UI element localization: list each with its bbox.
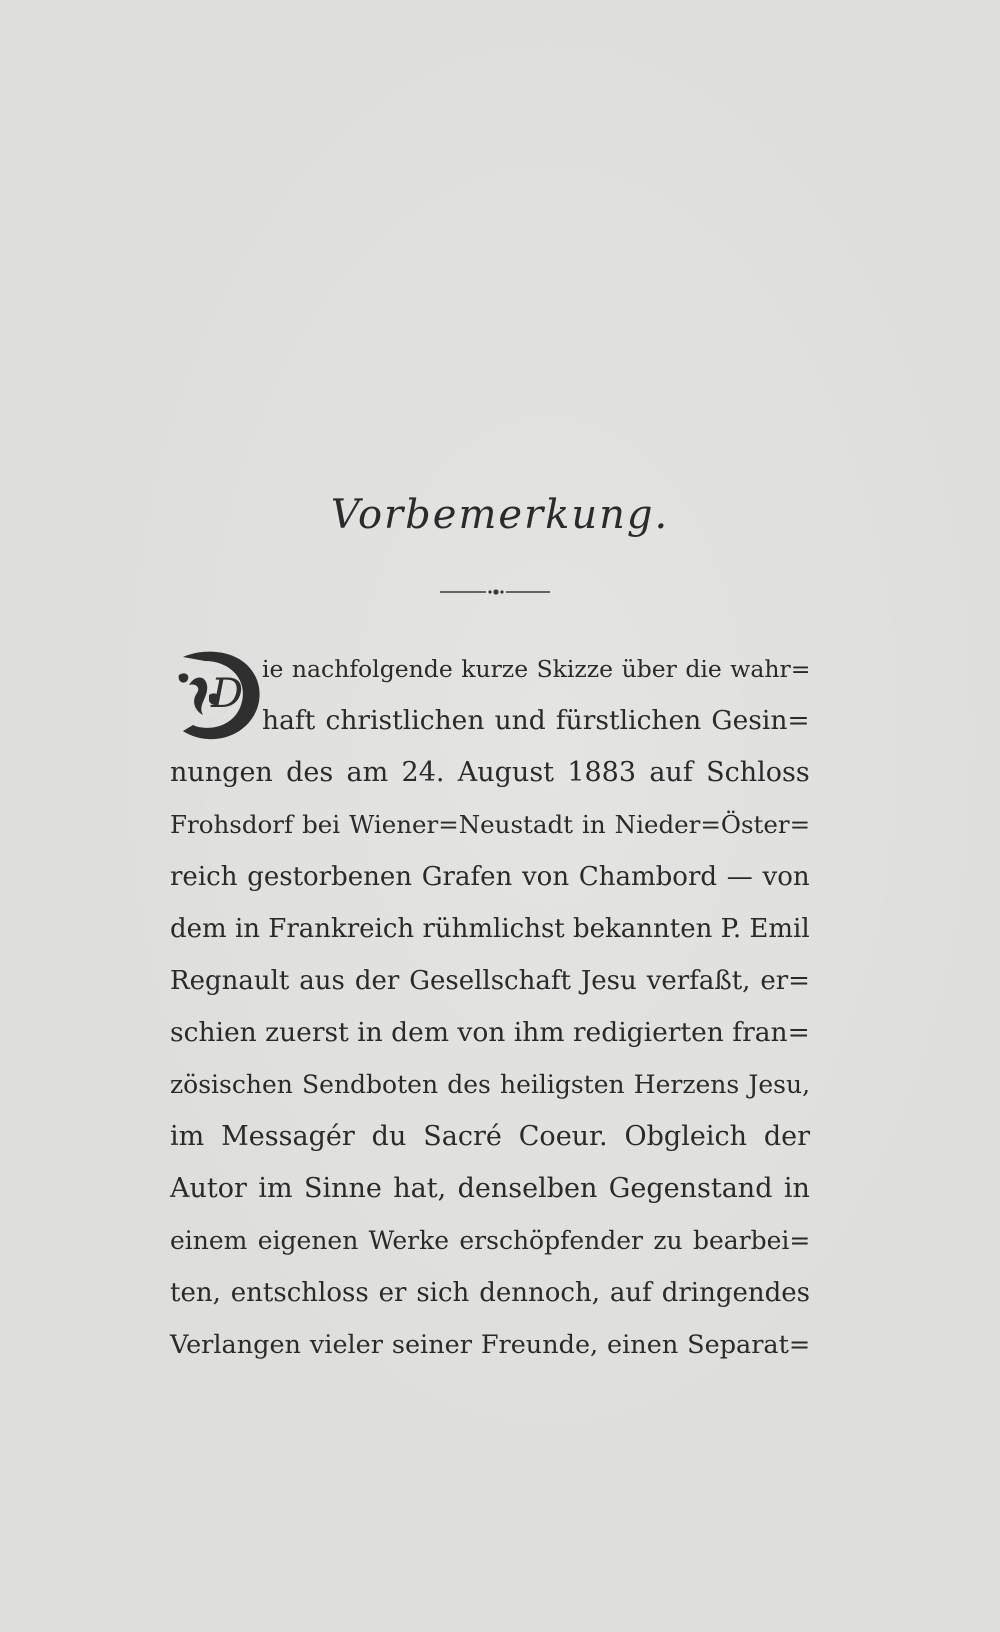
text-line <box>262 695 810 747</box>
text-line <box>170 955 810 1007</box>
text-line-content: Regnault aus der Gesellschaft Jesu verfaßt, er= <box>170 966 810 996</box>
text-line <box>170 747 810 799</box>
text-line <box>170 1007 810 1059</box>
text-line-content: ten, entschloss er sich dennoch, auf dringendes <box>170 1278 810 1308</box>
text-line <box>170 851 810 903</box>
text-line <box>170 1163 810 1215</box>
text-line-content: ie nachfolgende kurze Skizze über die wahr= <box>262 655 811 683</box>
ornament-divider <box>440 585 550 599</box>
text-line-content: nungen des am 24. August 1883 auf Schloss <box>170 757 810 788</box>
text-line <box>170 1111 810 1163</box>
text-line-content: im Messagér du Sacré Coeur. Obgleich der <box>170 1121 811 1152</box>
body-text <box>170 643 810 1371</box>
text-line <box>170 1059 810 1111</box>
text-line-content: haft christlichen und fürstlichen Gesin= <box>262 705 810 736</box>
text-line-content: Autor im Sinne hat, denselben Gegenstand in <box>170 1173 810 1204</box>
text-line <box>262 643 810 695</box>
text-line <box>170 799 810 851</box>
text-line-content: schien zuerst in dem von ihm redigierten fran= <box>170 1017 810 1048</box>
text-line-content: dem in Frankreich rühmlichst bekannten P. Emil <box>170 914 810 944</box>
text-line-content: Verlangen vieler seiner Freunde, einen Separat= <box>170 1330 811 1360</box>
text-line <box>170 1215 810 1267</box>
text-line-content: Frohsdorf bei Wiener=Neustadt in Nieder=Öster= <box>170 810 811 839</box>
text-line <box>170 1319 810 1371</box>
dropcap-letter: D <box>211 671 244 717</box>
text-line <box>170 1267 810 1319</box>
page-title: Vorbemerkung. <box>330 492 670 538</box>
text-line <box>170 903 810 955</box>
text-line-content: zösischen Sendboten des heiligsten Herzens Jesu, <box>170 1070 811 1099</box>
text-line-content: reich gestorbenen Grafen von Chambord — von <box>170 862 810 892</box>
text-line-content: einem eigenen Werke erschöpfender zu bearbei= <box>170 1226 811 1255</box>
